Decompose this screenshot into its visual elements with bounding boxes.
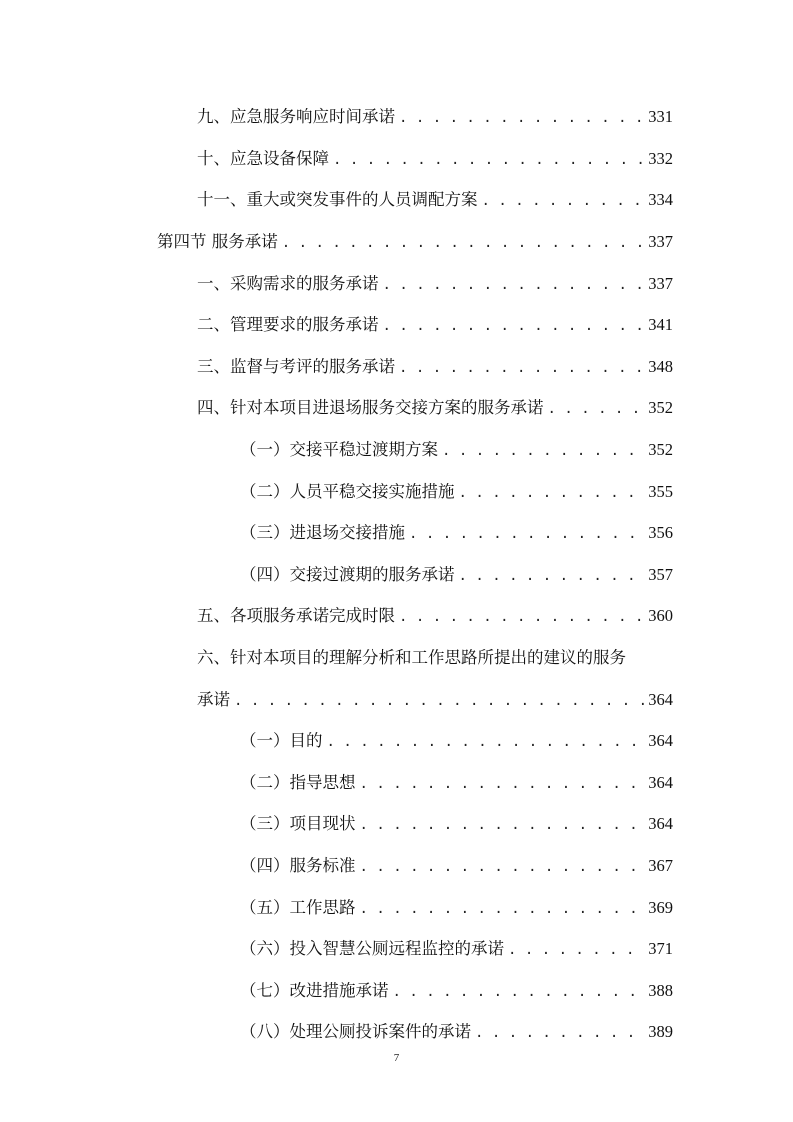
toc-subentry[interactable] — [240, 855, 673, 877]
dot-leader — [234, 690, 646, 712]
toc-entry-title: 三、监督与考评的服务承诺 — [197, 357, 395, 376]
toc-entry-page: 332 — [648, 149, 673, 168]
toc-entry-page: 364 — [648, 731, 673, 750]
dot-leader — [475, 1022, 646, 1044]
dot-leader — [508, 939, 646, 961]
toc-section-entry[interactable] — [157, 231, 673, 253]
toc-subentry[interactable] — [240, 938, 673, 960]
toc-entry-page: 371 — [648, 939, 673, 958]
toc-entry-title: （八）处理公厕投诉案件的承诺 — [240, 1022, 471, 1041]
dot-leader — [399, 357, 646, 379]
toc-entry-title: 十、应急设备保障 — [197, 149, 329, 168]
toc-entry-title: （三）项目现状 — [240, 814, 356, 833]
page-number: 7 — [393, 1052, 400, 1064]
toc-subentry[interactable] — [240, 439, 673, 461]
dot-leader — [383, 315, 647, 337]
toc-entry-title: （三）进退场交接措施 — [240, 523, 405, 542]
toc-entry-title: 第四节 服务承诺 — [157, 232, 278, 251]
toc-entry[interactable] — [197, 689, 673, 711]
dot-leader — [482, 190, 647, 212]
toc-entry-page: 364 — [648, 814, 673, 833]
dot-leader — [360, 856, 647, 878]
dot-leader — [459, 482, 647, 504]
toc-subentry[interactable] — [240, 564, 673, 586]
toc-entry-title: 二、管理要求的服务承诺 — [197, 315, 379, 334]
dot-leader — [399, 107, 646, 129]
toc-entry-title: （一）目的 — [240, 731, 323, 750]
toc-subentry[interactable] — [240, 522, 673, 544]
toc-entry-page: 389 — [648, 1022, 673, 1041]
dot-leader — [360, 773, 647, 795]
toc-entry[interactable] — [197, 605, 673, 627]
dot-leader — [327, 731, 647, 753]
toc-entry-page: 341 — [648, 315, 673, 334]
toc-subentry[interactable] — [240, 897, 673, 919]
toc-entry-page: 337 — [648, 232, 673, 251]
toc-entry-title: 五、各项服务承诺完成时限 — [197, 606, 395, 625]
toc-subentry[interactable] — [240, 813, 673, 835]
dot-leader — [360, 898, 647, 920]
toc-entry[interactable] — [197, 397, 673, 419]
toc-subentry[interactable] — [240, 730, 673, 752]
dot-leader — [548, 398, 647, 420]
dot-leader — [383, 274, 647, 296]
dot-leader — [409, 523, 646, 545]
toc-entry-page: 334 — [648, 190, 673, 209]
toc-entry-title: （四）服务标准 — [240, 856, 356, 875]
toc-entry-page: 364 — [648, 690, 673, 709]
dot-leader — [459, 565, 647, 587]
toc-entry-title: （六）投入智慧公厕远程监控的承诺 — [240, 939, 504, 958]
toc-entry-page: 367 — [648, 856, 673, 875]
toc-entry-page: 355 — [648, 482, 673, 501]
toc-subentry[interactable] — [240, 980, 673, 1002]
toc-entry-title: 一、采购需求的服务承诺 — [197, 274, 379, 293]
dot-leader — [399, 606, 646, 628]
toc-entry[interactable] — [197, 148, 673, 170]
dot-leader — [442, 440, 646, 462]
toc-entry-page: 369 — [648, 898, 673, 917]
dot-leader — [360, 814, 647, 836]
toc-entry-page: 357 — [648, 565, 673, 584]
toc-entry[interactable] — [197, 356, 673, 378]
toc-subentry[interactable] — [240, 1021, 673, 1043]
toc-entry-page: 337 — [648, 274, 673, 293]
toc-entry-title: 十一、重大或突发事件的人员调配方案 — [197, 190, 478, 209]
toc-entry-page: 331 — [648, 107, 673, 126]
toc-entry-page: 352 — [648, 398, 673, 417]
toc-entry-title: 九、应急服务响应时间承诺 — [197, 107, 395, 126]
toc-entry-page: 356 — [648, 523, 673, 542]
toc-subentry[interactable] — [240, 481, 673, 503]
toc-entry-title: （七）改进措施承诺 — [240, 981, 389, 1000]
toc-entry-title: （二）人员平稳交接实施措施 — [240, 482, 455, 501]
dot-leader — [393, 981, 647, 1003]
toc-entry-page: 364 — [648, 773, 673, 792]
toc-entry-title: （五）工作思路 — [240, 898, 356, 917]
toc-entry-page: 360 — [648, 606, 673, 625]
toc-subentry[interactable] — [240, 772, 673, 794]
toc-entry-title: 承诺 — [197, 690, 230, 709]
toc-entry-page: 348 — [648, 357, 673, 376]
toc-entry[interactable] — [197, 273, 673, 295]
toc-entry[interactable] — [197, 106, 673, 128]
toc-entry[interactable] — [197, 314, 673, 336]
toc-entry-page: 388 — [648, 981, 673, 1000]
toc-entry-title: （二）指导思想 — [240, 773, 356, 792]
toc-entry-title: 四、针对本项目进退场服务交接方案的服务承诺 — [197, 398, 544, 417]
toc-entry[interactable] — [197, 189, 673, 211]
dot-leader — [282, 232, 647, 254]
dot-leader — [333, 149, 646, 171]
toc-entry-title-line1[interactable]: 六、针对本项目的理解分析和工作思路所提出的建议的服务 — [197, 648, 626, 667]
toc-entry-title: （四）交接过渡期的服务承诺 — [240, 565, 455, 584]
toc-entry-title: （一）交接平稳过渡期方案 — [240, 440, 438, 459]
toc-entry-page: 352 — [648, 440, 673, 459]
